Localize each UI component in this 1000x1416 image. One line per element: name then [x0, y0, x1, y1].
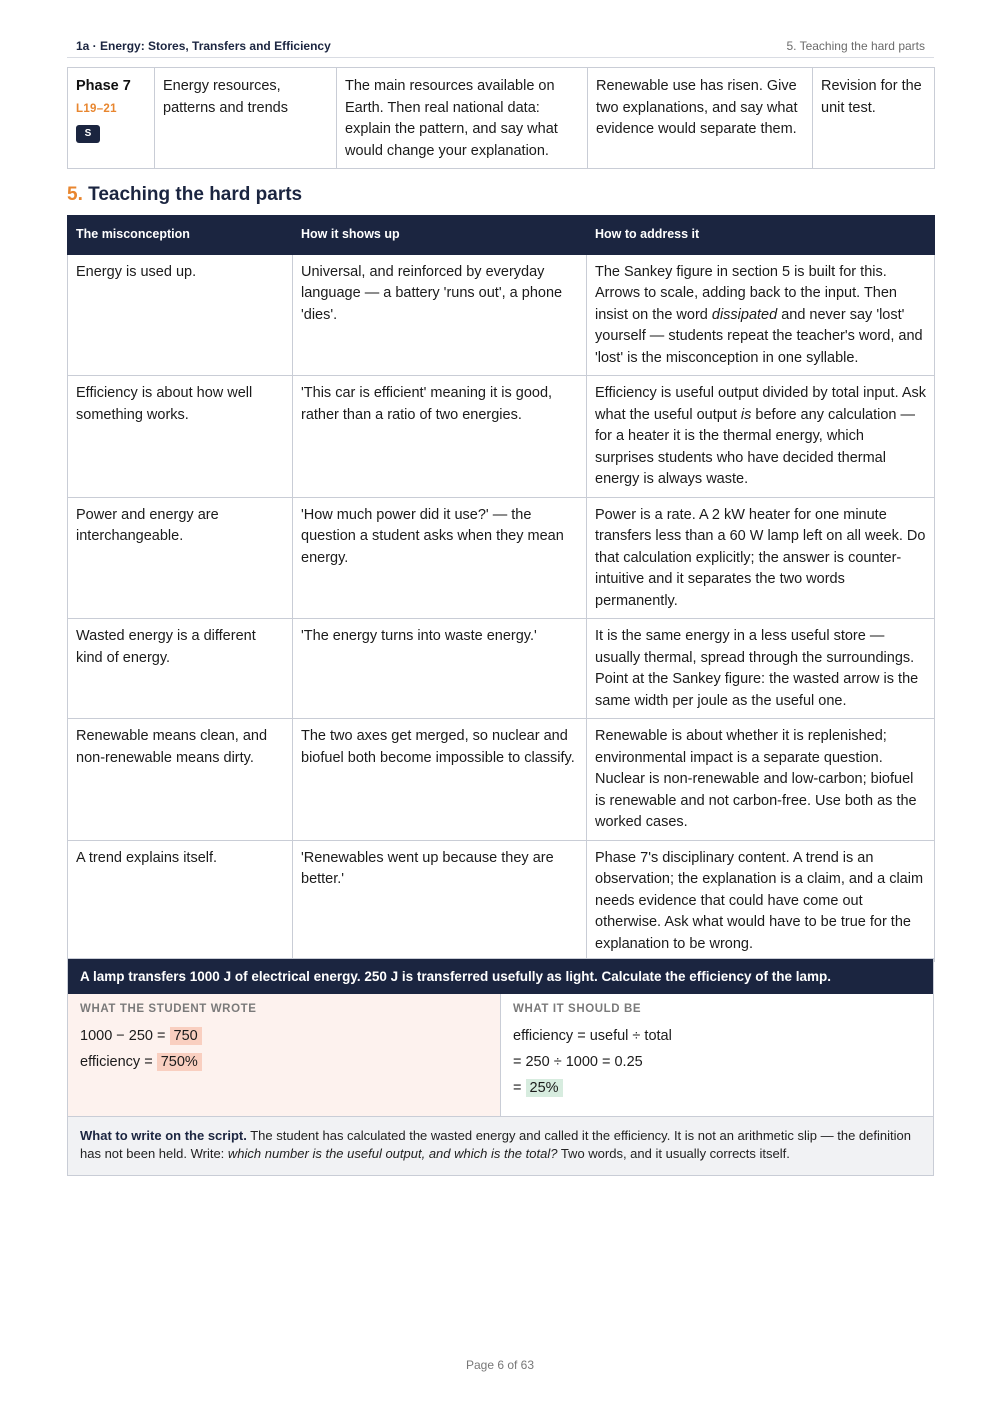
misconception-cell: Power and energy are interchangeable.	[68, 497, 293, 619]
shows-up-cell: The two axes get merged, so nuclear and biofuel both become impossible to classify.	[293, 719, 587, 841]
shows-up-cell: 'This car is efficient' meaning it is good, rather than a ratio of two energies.	[293, 376, 587, 498]
running-header	[67, 37, 934, 58]
misconception-cell: Efficiency is about how well something works.	[68, 376, 293, 498]
table-row	[68, 497, 935, 619]
address-text: Efficiency is useful output divided by total input. Ask what the useful output	[595, 385, 927, 423]
wrong-value-highlight: 750%	[157, 1053, 202, 1071]
phase-topic: Energy resources, patterns and trends	[155, 68, 337, 169]
marking-note-text: The student has calculated the wasted energy and called it the efficiency. It is not an arithmetic slip — the definition has not been held. Write:	[80, 1128, 911, 1161]
phase-name: Phase 7	[76, 78, 131, 94]
misconception-cell: A trend explains itself.	[68, 840, 293, 962]
misconception-cell: Renewable means clean, and non-renewable means dirty.	[68, 719, 293, 841]
table-row	[68, 376, 935, 498]
address-cell: Renewable is about whether it is replenished; environmental impact is a separate question. Nuclear is non-renewable and low-carbon; biofuel is renewable and not carbon-free. Use both as the worked cases.	[587, 719, 935, 841]
address-text: before any calculation — for a heater it is the thermal energy, which surprises students who have decided thermal energy is always waste.	[595, 406, 916, 487]
column-header-misconception: The misconception	[68, 216, 293, 255]
phase-row	[68, 68, 935, 169]
calc-text: 1000 − 250 =	[80, 1028, 166, 1044]
table-row	[68, 840, 935, 962]
column-header-address: How to address it	[587, 216, 935, 255]
marking-note-text: Two words, and it usually corrects itself.	[557, 1146, 790, 1161]
student-answer-heading: WHAT THE STUDENT WROTE	[80, 1003, 257, 1015]
address-emphasis: is	[740, 406, 752, 423]
document-title: 1a · Energy: Stores, Transfers and Efficiency	[76, 39, 331, 53]
address-text: and never say 'lost' yourself — students repeat the teacher's word, and 'lost' is the misconception in one syllable.	[595, 306, 923, 366]
worked-question: A lamp transfers 1000 J of electrical energy. 250 J is transferred usefully as light. Calculate the efficiency of the lamp.	[68, 959, 933, 994]
table-row	[68, 719, 935, 841]
wrong-value-highlight: 750	[170, 1027, 202, 1045]
correct-value-highlight: 25%	[526, 1079, 563, 1097]
worked-example-box	[67, 958, 934, 1176]
section-title: Teaching the hard parts	[88, 184, 303, 205]
table-header-row	[68, 216, 935, 255]
marking-note	[68, 1117, 933, 1175]
worked-columns	[68, 994, 933, 1117]
phase-task: Renewable use has risen. Give two explanations, and say what evidence would separate them.	[588, 68, 813, 169]
correct-line-3	[513, 1075, 921, 1101]
student-line-2	[80, 1049, 488, 1075]
phase-badge: S	[76, 125, 100, 143]
address-cell: Phase 7's disciplinary content. A trend is an observation; the explanation is a claim, and a claim needs evidence that could have come out otherwise. Ask what would have to be true for the explanation to be wrong.	[587, 840, 935, 962]
misconception-cell: Wasted energy is a different kind of energy.	[68, 619, 293, 719]
misconception-cell: Energy is used up.	[68, 254, 293, 376]
marking-note-lead: What to write on the script.	[80, 1128, 247, 1143]
correct-line-2: = 250 ÷ 1000 = 0.25	[513, 1054, 643, 1070]
section-label: 5. Teaching the hard parts	[786, 39, 925, 53]
phase-cell	[68, 68, 155, 169]
calc-text: =	[513, 1080, 522, 1096]
shows-up-cell: 'The energy turns into waste energy.'	[293, 619, 587, 719]
correct-answer-panel	[501, 994, 933, 1116]
correct-line-1: efficiency = useful ÷ total	[513, 1028, 672, 1044]
calc-text: efficiency =	[80, 1054, 153, 1070]
address-emphasis: dissipated	[711, 306, 778, 323]
phase-assessment: Revision for the unit test.	[813, 68, 935, 169]
correct-answer-heading: WHAT IT SHOULD BE	[513, 1003, 642, 1015]
page-number: Page 6 of 63	[465, 1358, 535, 1372]
section-heading	[67, 184, 302, 206]
table-row	[68, 619, 935, 719]
address-cell: Power is a rate. A 2 kW heater for one minute transfers less than a 60 W lamp left on all week. Do that calculation explicitly; the answer is counter-intuitive and it separates the two words permanently.	[587, 497, 935, 619]
student-line-1	[80, 1023, 488, 1049]
section-number: 5.	[67, 184, 83, 205]
column-header-shows-up: How it shows up	[293, 216, 587, 255]
misconceptions-table	[67, 215, 935, 962]
phase-content: The main resources available on Earth. Then real national data: explain the pattern, and say what would change your explanation.	[337, 68, 588, 169]
phase-table	[67, 67, 935, 169]
student-answer-panel	[68, 994, 501, 1116]
marking-note-emphasis: which number is the useful output, and which is the total?	[227, 1146, 558, 1161]
shows-up-cell: 'How much power did it use?' — the question a student asks when they mean energy.	[293, 497, 587, 619]
shows-up-cell: Universal, and reinforced by everyday language — a battery 'runs out', a phone 'dies'.	[293, 254, 587, 376]
address-text: The Sankey figure in section 5 is built for this. Arrows to scale, adding back to the input. Then insist on the word	[595, 263, 897, 323]
table-row	[68, 254, 935, 376]
address-cell	[587, 254, 935, 376]
address-cell: It is the same energy in a less useful store — usually thermal, spread through the surroundings. Point at the Sankey figure: the wasted arrow is the same width per joule as the useful one.	[587, 619, 935, 719]
shows-up-cell: 'Renewables went up because they are better.'	[293, 840, 587, 962]
address-cell	[587, 376, 935, 498]
phase-lessons: L19–21	[76, 102, 117, 115]
